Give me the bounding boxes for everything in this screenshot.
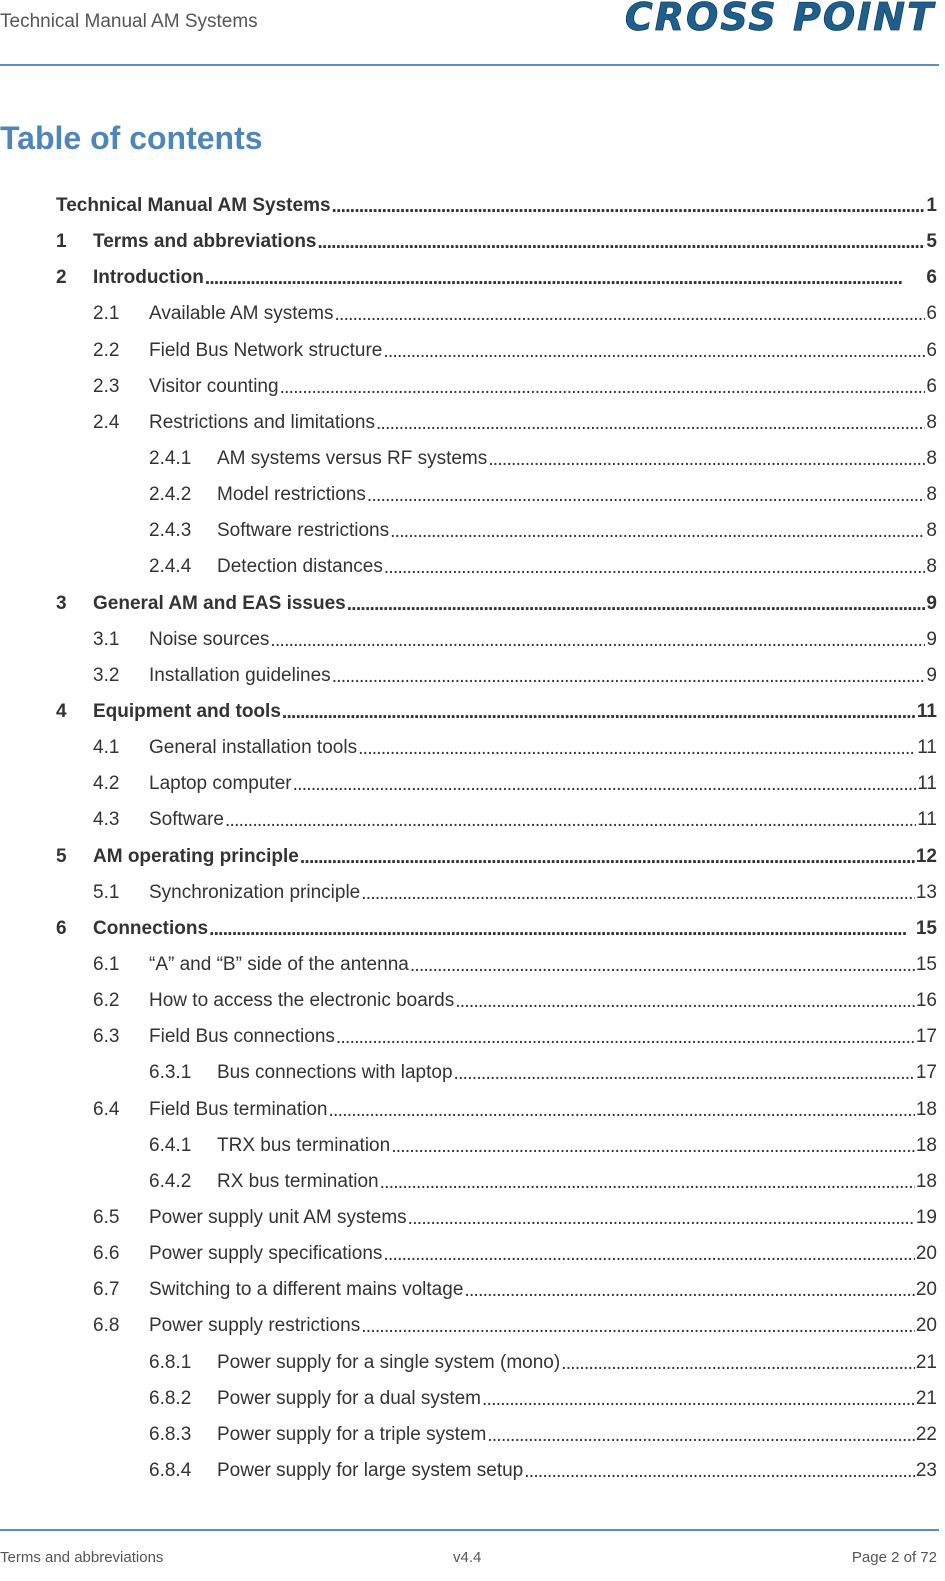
toc-entry[interactable] [56, 1381, 937, 1417]
toc-entry[interactable] [56, 911, 937, 947]
toc-entry[interactable] [56, 1128, 937, 1164]
toc-entry-number: 2.3 [93, 375, 120, 397]
toc-entry-number: 6.6 [93, 1243, 120, 1265]
toc-entry-title: Detection distances [217, 556, 383, 578]
table-of-contents [56, 188, 937, 1489]
toc-entry[interactable] [56, 694, 937, 730]
toc-entry-page: 6 [926, 267, 937, 289]
toc-entry[interactable] [56, 658, 937, 694]
toc-entry-number: 2.4 [93, 411, 120, 433]
toc-entry-number: 6.8.4 [149, 1459, 192, 1481]
footer-divider [0, 1529, 939, 1531]
toc-entry-title: Power supply for a single system (mono) [217, 1351, 561, 1373]
toc-entry-title: Connections [93, 917, 209, 939]
toc-entry-page: 21 [915, 1387, 937, 1409]
toc-dot-leader [380, 1172, 915, 1194]
toc-entry[interactable] [56, 369, 937, 405]
toc-entry-page: 23 [915, 1459, 937, 1481]
toc-dot-leader [454, 1063, 915, 1085]
toc-entry[interactable] [56, 405, 937, 441]
toc-entry-title: Power supply for a dual system [217, 1387, 482, 1409]
toc-entry-number: 2.4.4 [149, 556, 192, 578]
footer-version: v4.4 [453, 1549, 482, 1566]
toc-entry[interactable] [56, 1092, 937, 1128]
toc-entry-number: 6.1 [93, 954, 120, 976]
toc-dot-leader [390, 521, 925, 543]
toc-entry-title: Switching to a different mains voltage [149, 1279, 464, 1301]
toc-entry-page: 12 [915, 845, 937, 867]
toc-entry-number: 4.2 [93, 773, 120, 795]
toc-dot-leader [384, 557, 926, 579]
toc-dot-leader [318, 232, 926, 254]
toc-entry-title: Visitor counting [149, 375, 279, 397]
toc-dot-leader [408, 1208, 915, 1230]
toc-entry-number: 6.5 [93, 1207, 120, 1228]
toc-entry-title: Installation guidelines [149, 664, 331, 686]
toc-entry-title: TRX bus termination [217, 1134, 391, 1156]
toc-entry-title: Available AM systems [149, 303, 334, 325]
toc-entry-page: 11 [917, 809, 937, 831]
toc-entry-title: Introduction [93, 267, 204, 289]
toc-entry-number: 6.8.3 [149, 1423, 192, 1445]
toc-dot-leader [358, 738, 916, 760]
toc-entry[interactable] [56, 224, 937, 260]
toc-entry[interactable] [56, 1345, 937, 1381]
toc-dot-leader [300, 847, 915, 869]
toc-entry-number: 6.7 [93, 1279, 120, 1301]
toc-dot-leader [282, 702, 916, 724]
toc-entry[interactable] [56, 441, 937, 477]
page-title: Table of contents [0, 120, 263, 156]
toc-entry-title: “A” and “B” side of the antenna [149, 954, 409, 976]
toc-entry-title: Field Bus Network structure [149, 339, 383, 361]
toc-entry-page: 11 [916, 701, 937, 723]
toc-entry[interactable] [56, 260, 937, 296]
toc-entry-title: Technical Manual AM Systems [56, 195, 331, 217]
toc-entry-title: Bus connections with laptop [217, 1062, 453, 1084]
toc-dot-leader [270, 630, 925, 652]
toc-dot-leader [482, 1389, 915, 1411]
toc-entry-title: Terms and abbreviations [93, 231, 317, 253]
toc-dot-leader [209, 919, 915, 941]
header-title: Technical Manual AM Systems [0, 11, 258, 32]
toc-entry-title: General installation tools [149, 737, 358, 759]
toc-entry-number: 6.8.1 [149, 1351, 192, 1373]
toc-dot-leader [328, 1100, 914, 1122]
toc-entry[interactable] [56, 1272, 937, 1308]
toc-entry-title: Model restrictions [217, 484, 366, 506]
toc-entry-title: Power supply for a triple system [217, 1423, 487, 1445]
toc-entry-number: 6.8 [93, 1315, 120, 1337]
toc-entry[interactable] [56, 802, 937, 838]
toc-dot-leader [336, 1027, 915, 1049]
toc-entry-page: 20 [915, 1279, 937, 1301]
toc-entry-page: 9 [926, 628, 937, 650]
toc-entry-title: How to access the electronic boards [149, 990, 455, 1012]
toc-dot-leader [367, 485, 926, 507]
toc-entry-page: 8 [926, 411, 937, 433]
toc-entry[interactable] [56, 1200, 937, 1236]
toc-entry[interactable] [56, 1236, 937, 1272]
toc-dot-leader [383, 341, 925, 363]
toc-entry-page: 15 [915, 917, 937, 939]
toc-entry-number: 6.4.2 [149, 1170, 192, 1192]
toc-entry-title: Laptop computer [149, 773, 292, 795]
toc-entry-number: 4 [56, 701, 67, 723]
toc-entry-title: General AM and EAS issues [93, 592, 346, 614]
toc-entry-title: Restrictions and limitations [149, 411, 375, 433]
toc-entry-number: 4.1 [93, 737, 120, 759]
toc-entry-number: 3.1 [93, 628, 120, 650]
toc-entry-page: 9 [926, 592, 937, 614]
footer-page-number: Page 2 of 72 [851, 1549, 937, 1566]
toc-entry[interactable] [56, 983, 937, 1019]
toc-entry-title: Power supply unit AM systems [149, 1207, 407, 1228]
toc-entry-number: 3.2 [93, 664, 120, 686]
toc-entry-number: 6.8.2 [149, 1387, 192, 1409]
toc-entry-number: 5 [56, 845, 67, 867]
toc-entry-page: 15 [915, 954, 937, 976]
toc-entry-title: AM systems versus RF systems [217, 448, 488, 470]
toc-dot-leader [332, 196, 926, 218]
toc-entry[interactable] [56, 622, 937, 658]
toc-dot-leader [334, 304, 925, 326]
toc-entry-page: 21 [915, 1351, 937, 1373]
toc-entry-number: 3 [56, 592, 67, 614]
toc-dot-leader [280, 377, 926, 399]
toc-entry-page: 22 [915, 1423, 937, 1445]
cross-point-logo [607, 0, 937, 36]
toc-entry-number: 6.2 [93, 990, 120, 1012]
toc-dot-leader [332, 666, 926, 688]
toc-entry-number: 6 [56, 917, 67, 939]
toc-entry-title: Equipment and tools [93, 701, 281, 723]
toc-dot-leader [361, 883, 915, 905]
toc-entry-page: 17 [915, 1062, 937, 1084]
logo-text: CROSS POINT [624, 0, 935, 36]
toc-entry-page: 9 [926, 664, 937, 686]
toc-dot-leader [225, 810, 916, 832]
toc-entry-page: 6 [926, 339, 937, 361]
toc-entry[interactable] [56, 188, 937, 224]
toc-dot-leader [361, 1316, 915, 1338]
toc-entry-page: 8 [926, 448, 937, 470]
toc-entry-page: 8 [926, 484, 937, 506]
toc-entry-title: Power supply restrictions [149, 1315, 361, 1337]
toc-entry[interactable] [56, 1453, 937, 1489]
toc-entry-page: 20 [915, 1315, 937, 1337]
toc-entry[interactable] [56, 513, 937, 549]
toc-entry-number: 6.3 [93, 1026, 120, 1048]
toc-entry-number: 2.4.3 [149, 520, 192, 542]
toc-entry-number: 6.4 [93, 1098, 120, 1120]
toc-entry[interactable] [56, 766, 937, 802]
toc-entry-number: 4.3 [93, 809, 120, 831]
header-divider [0, 64, 939, 66]
toc-dot-leader [391, 1136, 915, 1158]
toc-dot-leader [293, 774, 917, 796]
toc-entry-title: Noise sources [149, 628, 270, 650]
toc-dot-leader [376, 413, 925, 435]
toc-entry-number: 2.2 [93, 339, 120, 361]
toc-entry-page: 8 [926, 556, 937, 578]
toc-entry[interactable] [56, 1417, 937, 1453]
toc-entry-page: 18 [915, 1134, 937, 1156]
toc-entry[interactable] [56, 1019, 937, 1055]
toc-entry-title: Power supply for large system setup [217, 1459, 524, 1481]
toc-entry-page: 19 [915, 1207, 937, 1228]
toc-dot-leader [488, 449, 925, 471]
toc-entry-page: 8 [926, 520, 937, 542]
toc-dot-leader [205, 268, 926, 290]
toc-dot-leader [383, 1244, 914, 1266]
toc-entry[interactable] [56, 477, 937, 513]
toc-entry-title: Software [149, 809, 224, 831]
toc-entry-page: 17 [915, 1026, 937, 1048]
toc-dot-leader [487, 1425, 915, 1447]
toc-entry-page: 11 [917, 773, 937, 795]
toc-dot-leader [347, 594, 926, 616]
toc-entry-number: 2.4.1 [149, 448, 192, 470]
toc-entry-number: 1 [56, 231, 67, 253]
toc-dot-leader [464, 1280, 914, 1302]
toc-dot-leader [410, 955, 915, 977]
toc-entry-title: RX bus termination [217, 1170, 379, 1192]
toc-entry-number: 2.1 [93, 303, 120, 325]
toc-entry[interactable] [56, 1055, 937, 1091]
toc-entry[interactable] [56, 1308, 937, 1344]
toc-entry-title: Power supply specifications [149, 1243, 383, 1265]
toc-entry[interactable] [56, 296, 937, 332]
toc-dot-leader [524, 1461, 915, 1483]
toc-entry-number: 6.3.1 [149, 1062, 192, 1084]
toc-entry-number: 6.4.1 [149, 1134, 192, 1156]
toc-entry-number: 5.1 [93, 881, 120, 903]
toc-entry-page: 13 [915, 881, 937, 903]
toc-entry-number: 2 [56, 267, 67, 289]
toc-entry[interactable] [56, 875, 937, 911]
toc-entry-page: 18 [915, 1170, 937, 1192]
toc-entry[interactable] [56, 549, 937, 585]
toc-entry-page: 18 [915, 1098, 937, 1120]
toc-entry[interactable] [56, 947, 937, 983]
toc-dot-leader [561, 1353, 915, 1375]
toc-entry[interactable] [56, 839, 937, 875]
toc-entry-title: Field Bus termination [149, 1098, 328, 1120]
toc-entry[interactable] [56, 333, 937, 369]
toc-entry[interactable] [56, 1164, 937, 1200]
toc-entry-page: 5 [926, 231, 937, 253]
toc-entry-title: Field Bus connections [149, 1026, 335, 1048]
toc-entry-page: 20 [915, 1243, 937, 1265]
toc-entry-page: 16 [915, 990, 937, 1012]
toc-entry[interactable] [56, 730, 937, 766]
toc-entry-page: 11 [917, 737, 937, 759]
toc-entry-title: Synchronization principle [149, 881, 361, 903]
toc-entry-page: 1 [926, 195, 937, 217]
toc-entry[interactable] [56, 586, 937, 622]
toc-entry-title: AM operating principle [93, 845, 299, 867]
toc-entry-title: Software restrictions [217, 520, 390, 542]
toc-dot-leader [455, 991, 915, 1013]
toc-entry-number: 2.4.2 [149, 484, 192, 506]
toc-entry-page: 6 [926, 303, 937, 325]
toc-entry-page: 6 [926, 375, 937, 397]
footer-section-title: Terms and abbreviations [0, 1549, 164, 1566]
